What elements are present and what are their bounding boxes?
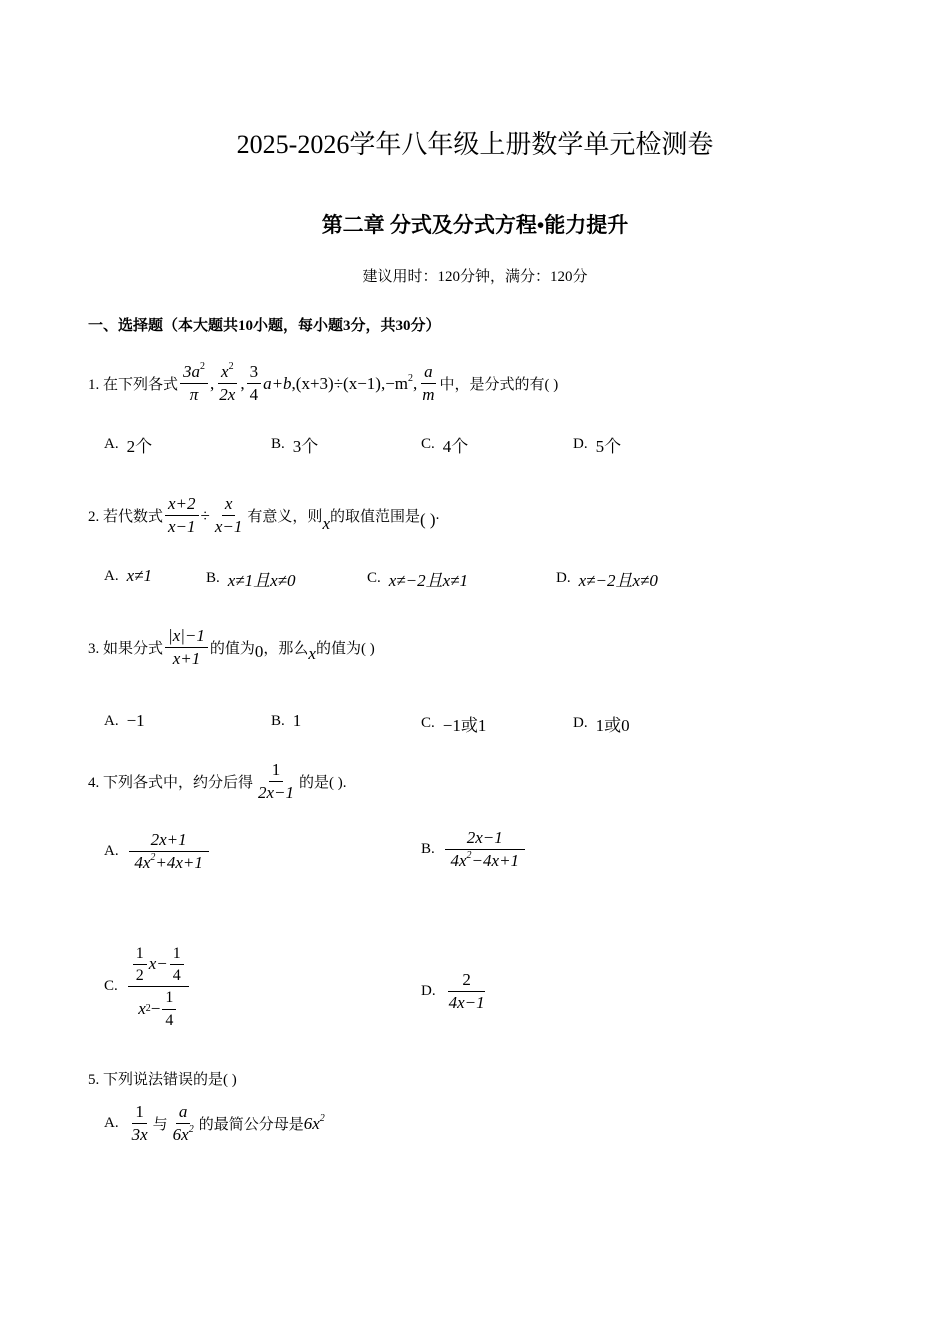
chapter-subtitle: 第二章 分式及分式方程•能力提升 xyxy=(321,213,629,237)
question-1-stem: 1. 在下列各式 $\frac{3a^2}{\pi}$ , $\frac{x^2}{2x}$ , $\frac{3}{4}$ a+b , (x+3)÷(x−1) , $-m^2$ , $\frac{a}{m}$ 中，是分式的有( ) xyxy=(88,361,559,405)
q2-option-d[interactable]: D. x≠−2且x≠0 xyxy=(556,570,658,590)
q3-prefix: 3. 如果分式 xyxy=(88,641,164,658)
q4-option-c[interactable]: C. $\frac{1}{2}$ x− $\frac{1}{4}$ x 2 − $\frac{1}{4}$ xyxy=(104,944,191,1030)
q5-option-a[interactable]: A. $\frac{1}{3x}$ 与 $\frac{a}{6x^2}$ 的最简公分母是 $6x^2$ xyxy=(104,1102,325,1145)
q4-target-fraction: $\frac{1}{2x-1}$ xyxy=(258,760,295,803)
q4-a-fraction: $\frac{2x+1}{4x^2+4x+1}$ xyxy=(129,830,209,874)
q1-expr-3: $\frac{3}{4}$ xyxy=(247,362,262,406)
q1-suffix: 中，是分式的有( ) xyxy=(439,377,559,394)
q5-a-fraction-1: $\frac{1}{3x}$ xyxy=(131,1102,148,1145)
q1-expr-1: $\frac{3a^2}{\pi}$ xyxy=(180,362,208,406)
question-2-stem: 2. 若代数式 $\frac{x+2}{x-1}$ ÷ $\frac{x}{x-1}$ 有意义，则 x 的取值范围是 ( ) . xyxy=(88,494,440,537)
q1-expr-4: (x+3)÷(x−1) xyxy=(295,373,381,393)
q4-option-d[interactable]: D. $\frac{2}{4x-1}$ xyxy=(421,970,490,1014)
q4-option-a[interactable]: A. $\frac{2x+1}{4x^2+4x+1}$ xyxy=(104,830,211,874)
q1-expr-2: $\frac{x^2}{2x}$ xyxy=(219,361,236,405)
q4-b-fraction: $\frac{2x-1}{4x^2-4x+1}$ xyxy=(445,828,525,872)
q2-option-a[interactable]: A. x≠1 xyxy=(104,566,152,585)
q1-option-a[interactable]: A. 2个 xyxy=(104,436,153,456)
q3-option-b[interactable]: B. 1 xyxy=(271,711,302,730)
q5-a-fraction-2: $\frac{a}{6x^2}$ xyxy=(172,1102,194,1145)
time-score-info: 建议用时：120分钟，满分：120分 xyxy=(362,269,588,285)
q2-option-b[interactable]: B. x≠1且x≠0 xyxy=(206,570,296,590)
page-title: 2025-2026学年八年级上册数学单元检测卷 xyxy=(236,130,714,159)
section-heading: 一、选择题（本大题共10小题，每小题3分，共30分） xyxy=(88,318,441,334)
q1-expr-6: $\frac{a}{m}$ xyxy=(422,362,435,405)
q3-option-a[interactable]: A. −1 xyxy=(104,711,145,730)
question-5-stem: 5. 下列说法错误的是( ) xyxy=(88,1072,237,1088)
q1-option-b[interactable]: B. 3个 xyxy=(271,436,319,456)
question-3-stem: 3. 如果分式 $\frac{|x|-1}{x+1}$ 的值为 0 ，那么 x 的值为( ) xyxy=(88,626,375,669)
question-4-stem: 4. 下列各式中，约分后得 $\frac{1}{2x-1}$ 的是( ). xyxy=(88,760,347,803)
q3-fraction: $\frac{|x|-1}{x+1}$ xyxy=(165,626,208,670)
q1-option-c[interactable]: C. 4个 xyxy=(421,436,469,456)
q3-option-c[interactable]: C. −1或1 xyxy=(421,715,487,735)
q1-expr-5: $-m^2$ xyxy=(385,372,414,393)
q1-option-d[interactable]: D. 5个 xyxy=(573,436,622,456)
q4-prefix: 4. 下列各式中，约分后得 xyxy=(88,775,254,792)
q3-option-d[interactable]: D. 1或0 xyxy=(573,715,630,735)
q4-option-b[interactable]: B. $\frac{2x-1}{4x^2-4x+1}$ xyxy=(421,828,527,872)
q2-fraction-1: $\frac{x+2}{x-1}$ xyxy=(165,494,199,538)
q2-option-c[interactable]: C. x≠−2且x≠1 xyxy=(367,570,468,590)
q2-fraction-2: $\frac{x}{x-1}$ xyxy=(214,494,243,537)
q1-prefix: 1. 在下列各式 xyxy=(88,377,179,394)
q4-d-fraction: $\frac{2}{4x-1}$ xyxy=(448,970,485,1013)
q2-prefix: 2. 若代数式 xyxy=(88,509,164,526)
q4-c-complex-fraction: $\frac{1}{2}$ x− $\frac{1}{4}$ x 2 − $\frac{1}{4}$ xyxy=(128,944,189,1030)
